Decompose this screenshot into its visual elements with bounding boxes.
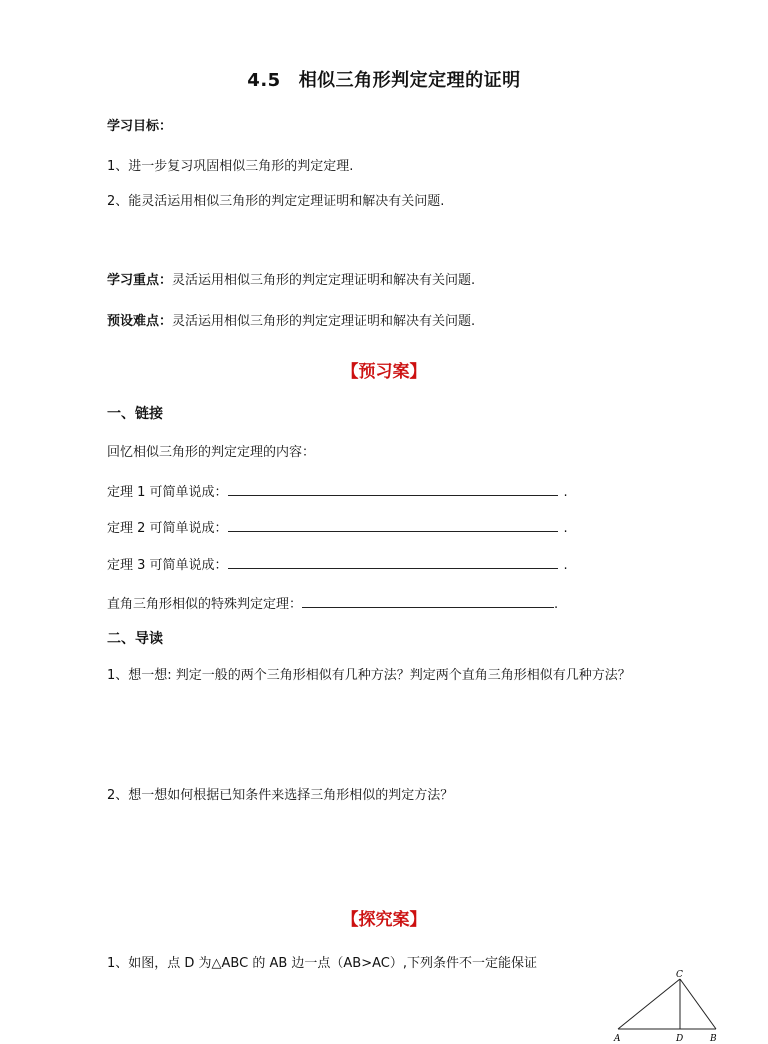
theorem-2-blank[interactable] [228, 517, 558, 532]
label-d: D [676, 1034, 684, 1044]
triangle-figure [608, 968, 726, 1044]
section1-intro: 回忆相似三角形的判定定理的内容： [107, 445, 316, 460]
right-triangle-row [107, 593, 558, 614]
section2-heading: 二、导读 [107, 631, 163, 647]
right-triangle-blank[interactable] [302, 593, 554, 608]
theorem-3-row [107, 554, 568, 575]
label-b: B [710, 1034, 717, 1044]
theorem-2-end: . [563, 521, 568, 536]
segment-bc [680, 979, 716, 1029]
theorem-1-row [107, 481, 568, 502]
label-c: C [676, 970, 683, 980]
theorem-2-row [107, 517, 568, 538]
difficulty [107, 313, 475, 331]
objective-item-2: 2、能灵活运用相似三角形的判定定理证明和解决有关问题. [107, 194, 445, 209]
key-point-text: 灵活运用相似三角形的判定定理证明和解决有关问题. [172, 273, 476, 288]
page-title [0, 66, 768, 92]
section1-heading: 一、链接 [107, 406, 163, 422]
title-text: 相似三角形判定定理的证明 [298, 70, 521, 91]
theorem-1-label: 定理 1 可简单说成： [107, 485, 228, 500]
segment-ac [618, 979, 680, 1029]
theorem-3-end: . [563, 558, 568, 573]
right-triangle-label: 直角三角形相似的特殊判定定理： [107, 597, 303, 612]
preview-banner: 【预习案】 [341, 362, 427, 382]
theorem-1-blank[interactable] [228, 481, 558, 496]
explore-banner: 【探究案】 [341, 910, 427, 930]
title-number: 4.5 [247, 70, 281, 91]
theorem-1-end: . [563, 485, 568, 500]
theorem-3-label: 定理 3 可简单说成： [107, 558, 228, 573]
section2-question-1: 1、想一想: 判定一般的两个三角形相似有几种方法？判定两个直角三角形相似有几种方法？ [107, 668, 631, 683]
key-point-label: 学习重点： [107, 273, 173, 288]
objective-item-1: 1、进一步复习巩固相似三角形的判定定理. [107, 159, 354, 174]
explore-question-1: 1、如图，点 D 为△ABC 的 AB 边一点（AB>AC）,下列条件不一定能保证 [107, 956, 537, 971]
theorem-3-blank[interactable] [228, 554, 558, 569]
difficulty-label: 预设难点： [107, 314, 173, 329]
difficulty-text: 灵活运用相似三角形的判定定理证明和解决有关问题. [172, 314, 476, 329]
label-a: A [614, 1034, 621, 1044]
objectives-heading: 学习目标： [107, 119, 173, 134]
theorem-2-label: 定理 2 可简单说成： [107, 521, 228, 536]
key-point [107, 272, 475, 290]
right-triangle-end: . [554, 597, 559, 612]
triangle-lines [618, 979, 716, 1029]
section2-question-2: 2、想一想如何根据已知条件来选择三角形相似的判定方法？ [107, 788, 454, 803]
